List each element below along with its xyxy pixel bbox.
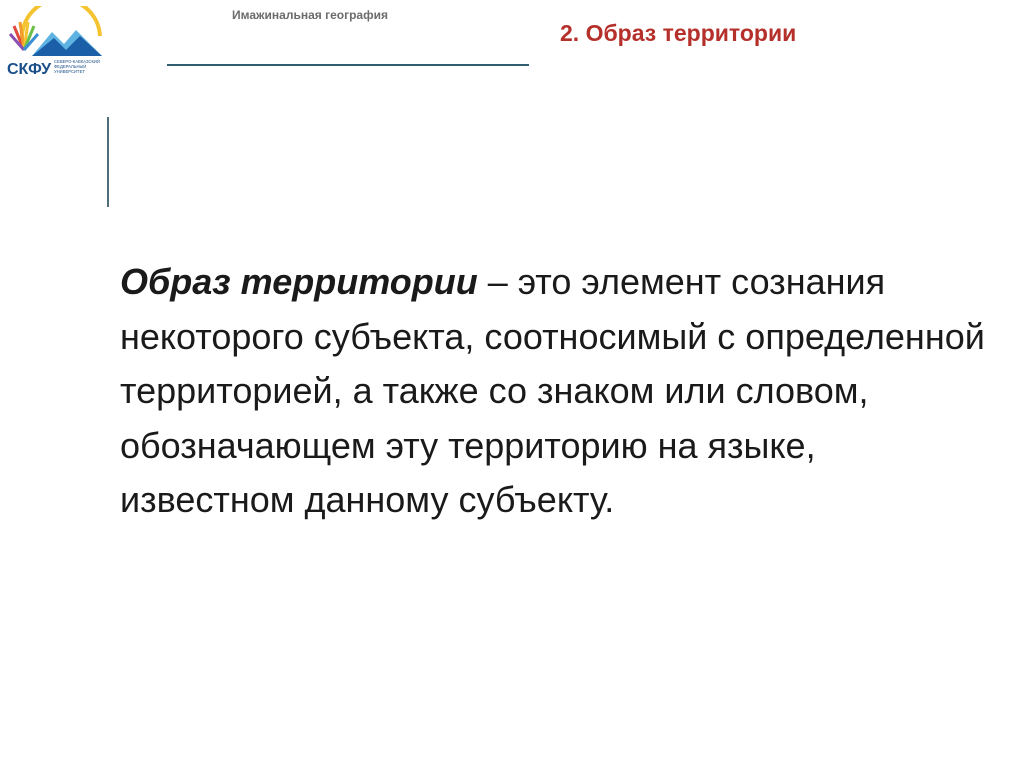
definition-paragraph — [120, 255, 1000, 528]
skfu-emblem-icon — [4, 6, 108, 82]
definition-term: Образ территории — [120, 261, 478, 302]
university-logo — [4, 6, 108, 82]
header-divider — [167, 64, 529, 66]
vertical-accent-bar — [107, 117, 109, 207]
svg-text:СЕВЕРО-КАВКАЗСКИЙ: СЕВЕРО-КАВКАЗСКИЙ — [54, 59, 100, 64]
svg-text:СКФУ: СКФУ — [7, 61, 52, 78]
section-title: 2. Образ территории — [560, 20, 797, 46]
svg-text:УНИВЕРСИТЕТ: УНИВЕРСИТЕТ — [54, 69, 85, 74]
definition-body: – это элемент сознания некоторого субъекта, соотносимый с определенной территорией, а также со знаком или словом, обозначающем эту территорию на языке, известном данному субъекту. — [120, 261, 985, 520]
course-title: Имажинальная география — [232, 8, 388, 22]
svg-text:ФЕДЕРАЛЬНЫЙ: ФЕДЕРАЛЬНЫЙ — [54, 64, 87, 69]
